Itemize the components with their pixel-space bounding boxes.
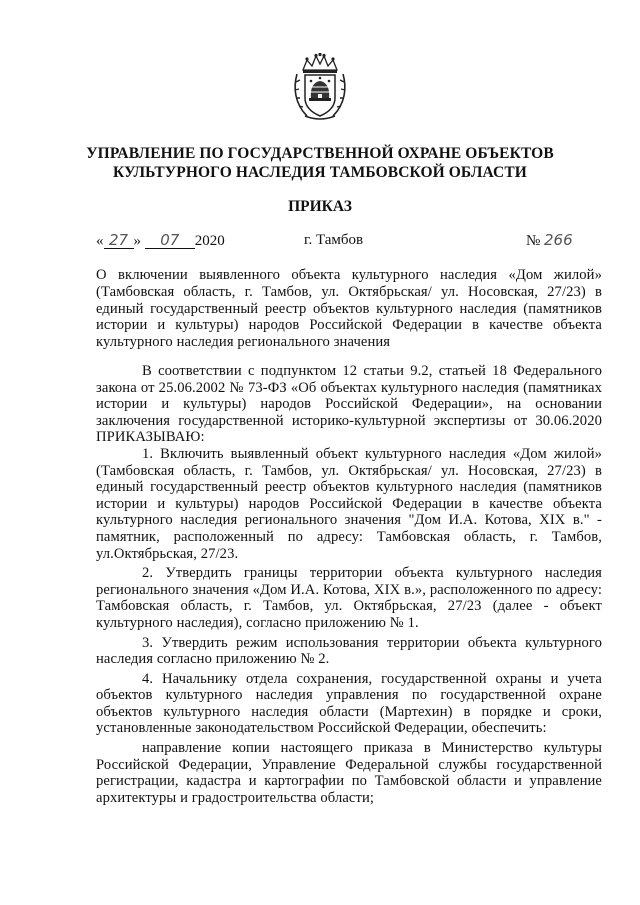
date-open-quote: «	[96, 233, 104, 249]
order-number-value: 266	[544, 231, 573, 249]
order-number	[526, 232, 580, 250]
date-close-quote: »	[133, 233, 141, 249]
order-body	[96, 363, 602, 806]
order-item-2: 2. Утвердить границы территории объекта культурного наследия регионального значения «Дом И.А. Котова, XIX в.», расположенного по адресу: Тамбовская область, г. Тамбов, ул. Октябрьская, 27/23 (далее - объект культурного наследия), согласно приложению № 1.	[96, 565, 602, 631]
agency-name-line-1: УПРАВЛЕНИЕ ПО ГОСУДАРСТВЕННОЙ ОХРАНЕ ОБЪЕКТОВ	[86, 145, 554, 162]
order-date	[96, 232, 225, 250]
order-month: 07	[145, 232, 195, 249]
agency-name	[0, 144, 640, 182]
order-item-4: 4. Начальнику отдела сохранения, государственной охраны и учета объектов культурного наследия управления по государственной охране объектов культурного наследия области (Мартехин) в порядке и сроки, установленные законодательством Российской Федерации, обеспечить:	[96, 670, 602, 737]
order-number-label: №	[525, 233, 541, 249]
order-city: г. Тамбов	[304, 232, 364, 248]
coat-of-arms-icon	[291, 52, 349, 122]
order-item-3: 3. Утвердить режим использования территории объекта культурного наследия согласно приложению № 2.	[96, 634, 602, 668]
order-meta-row	[96, 232, 580, 252]
order-item-1: 1. Включить выявленный объект культурного наследия «Дом жилой» (Тамбовская область, г. Тамбов, ул. Октябрьская/ ул. Носовская, 27/23) в единый государственный реестр объектов культурного наследия (памятников истории и культуры) народов Российской Федерации в качестве объекта культурного наследия регионального значения "Дом И.А. Котова, XIX в." - памятник, расположенный по адресу: Тамбовская область, г. Тамбов, ул.Октябрьская, 27/23.	[96, 445, 602, 562]
order-year: 2020	[194, 233, 225, 249]
order-preamble: В соответствии с подпунктом 12 статьи 9.2, статьей 18 Федерального закона от 25.06.2002 № 73-ФЗ «Об объектах культурного наследия (памятниках истории и культуры) народов Российской Федерации», на основании заключения государственной историко-культурной экспертизы от 30.06.2020 ПРИКАЗЫВАЮ:	[96, 363, 602, 446]
order-item-4-subitem: направление копии настоящего приказа в Министерство культуры Российской Федерации, Управление Федеральной службы государственной регистрации, кадастра и картографии по Тамбовской области и управление архитектуры и градостроительства области;	[96, 740, 602, 806]
agency-name-line-2: КУЛЬТУРНОГО НАСЛЕДИЯ ТАМБОВСКОЙ ОБЛАСТИ	[113, 164, 527, 181]
order-subject: О включении выявленного объекта культурного наследия «Дом жилой» (Тамбовская область, г. Тамбов, ул. Октябрьская/ ул. Носовская, 27/23) в единый государственный реестр объектов культурного наследия (памятников истории и культуры) народов Российской Федерации в качестве объекта культурного наследия регионального значения	[96, 267, 602, 351]
order-day: 27	[104, 232, 134, 249]
document-type-title: ПРИКАЗ	[288, 198, 352, 215]
